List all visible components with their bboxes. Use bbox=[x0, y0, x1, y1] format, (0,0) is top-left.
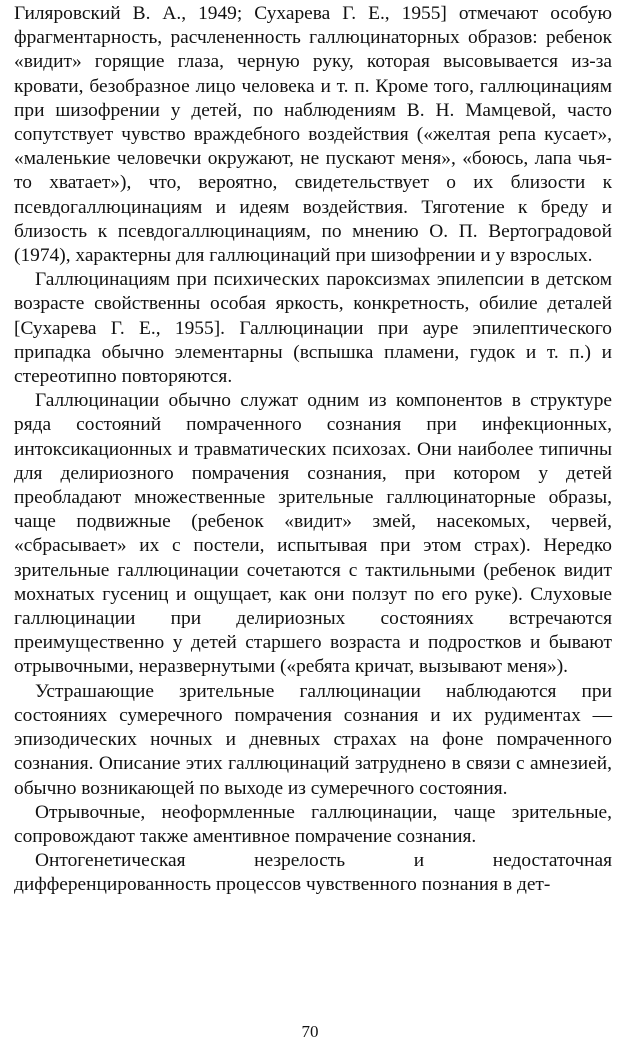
page-body-text bbox=[14, 2, 612, 898]
paragraph-continued: Гиляровский В. А., 1949; Сухарева Г. Е., 1955] отмечают особую фрагментарность, расчлененность галлюцинаторных образов: ребенок «видит» горящие глаза, черную руку, которая высовывается из-за кровати, безобразное лицо человека и т. п. Кроме того, галлюцинациям при шизофрении у детей, по наблюдениям В. Н. Мамцевой, часто сопутствует чувство враждебного воздействия («желтая репа кусает», «маленькие человечки окружают, не пускают меня», «боюсь, лапа чья-то хватает»), что, вероятно, свидетельствует о их близости к псевдогаллюцинациям и идеям воздействия. Тяготение к бреду и близость к псевдогаллюцинациям, по мнению О. П. Вертоградовой (1974), характерны для галлюцинаций при шизофрении и у взрослых. bbox=[14, 3, 612, 267]
paragraph-ontogenetic: Онтогенетическая незрелость и недостаточная дифференцированность процессов чувственного познания в дет- bbox=[14, 850, 612, 896]
paragraph-amentia: Отрывочные, неоформленные галлюцинации, чаще зрительные, сопровождают также аментивное помрачение сознания. bbox=[14, 801, 612, 847]
paragraph-twilight-states: Устрашающие зрительные галлюцинации наблюдаются при состояниях сумеречного помрачения сознания и их рудиментах — эпизодических ночных и дневных страхах на фоне помраченного сознания. Описание этих галлюцинаций затруднено в связи с амнезией, обычно возникающей по выходе из сумеречного состояния. bbox=[14, 680, 612, 799]
paragraph-clouded-consciousness: Галлюцинации обычно служат одним из компонентов в структуре ряда состояний помраченного сознания при инфекционных, интоксикационных и травматических психозах. Они наиболее типичны для делириозного помрачения сознания, при котором у детей преобладают множественные зрительные галлюцинаторные образы, чаще подвижные (ребенок «видит» змей, насекомых, червей, «сбрасывает» их с постели, испытывая при этом страх). Нередко зрительные галлюцинации сочетаются с тактильными (ребенок видит мохнатых гусениц и ощущает, как они ползут по его руке). Слуховые галлюцинации при делириозных состояниях встречаются преимущественно у детей старшего возраста и подростков и бывают отрывочными, неразвернутыми («ребята кричат, вызывают меня»). bbox=[14, 390, 612, 678]
paragraph-epilepsy: Галлюцинациям при психических пароксизмах эпилепсии в детском возрасте свойственны особая яркость, конкретность, обилие деталей [Сухарева Г. Е., 1955]. Галлюцинации при ауре эпилептического припадка обычно элементарны (вспышка пламени, гудок и т. п.) и стереотипно повторяются. bbox=[14, 269, 612, 388]
page-number: 70 bbox=[301, 1022, 319, 1041]
